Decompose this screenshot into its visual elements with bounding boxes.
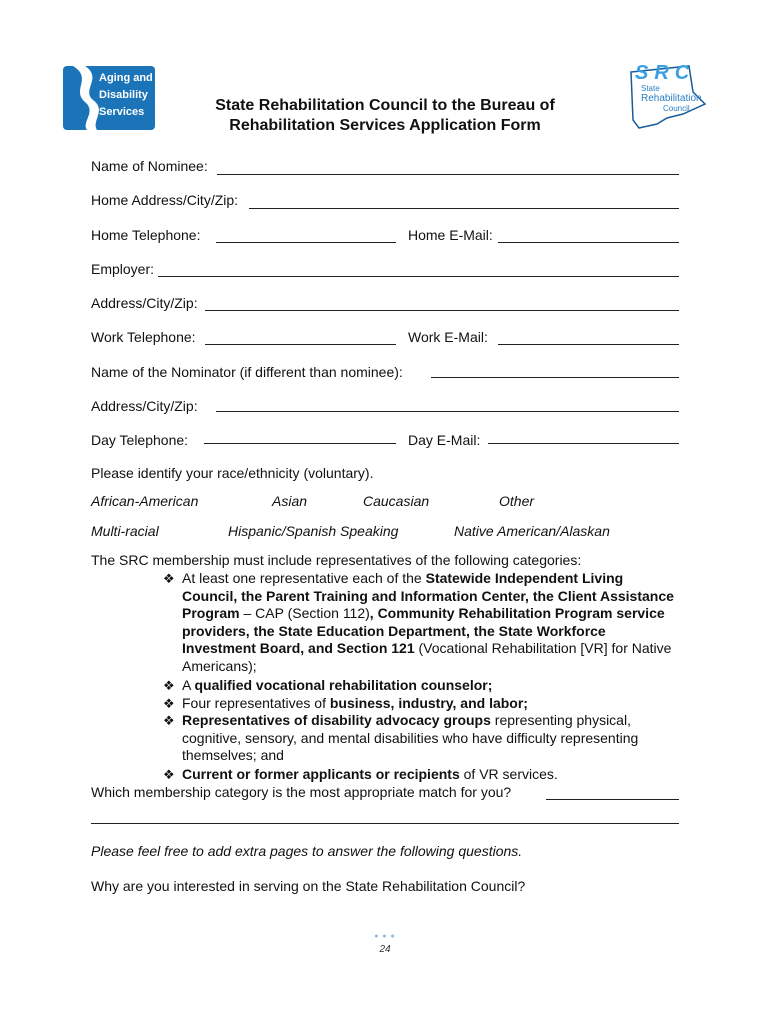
page-number: 24 bbox=[379, 944, 391, 955]
src-line-rehab: Rehabilitation bbox=[641, 93, 702, 104]
work-telephone-label: Work Telephone: bbox=[91, 329, 196, 345]
nominator-address-field[interactable] bbox=[216, 411, 679, 412]
cat1-part-d: , Community Rehabilitation Program service providers, the State Education Department, the State Workforce Investment Board, and Section 121 bbox=[182, 605, 665, 657]
nominee-name-field[interactable] bbox=[217, 174, 679, 175]
cat3-part-b: business, industry, and labor; bbox=[329, 695, 528, 711]
race-option[interactable]: African-American bbox=[91, 493, 199, 509]
cat2-part-b: qualified vocational rehabilitation counselor; bbox=[194, 677, 493, 693]
membership-category-5 bbox=[182, 766, 682, 784]
day-email-label: Day E-Mail: bbox=[408, 432, 481, 448]
diamond-bullet-icon: ❖ bbox=[163, 571, 175, 586]
logo-line-disability: Disability bbox=[99, 89, 148, 101]
cat5-part-b: Current or former applicants or recipients bbox=[182, 766, 460, 782]
page-title bbox=[160, 96, 610, 136]
employer-field[interactable] bbox=[158, 276, 679, 277]
nominator-name-field[interactable] bbox=[431, 377, 679, 378]
nominee-name-label: Name of Nominee: bbox=[91, 158, 208, 174]
membership-answer-field[interactable] bbox=[546, 799, 679, 800]
race-option[interactable]: Caucasian bbox=[363, 493, 430, 509]
cat3-part-a: Four representatives of bbox=[182, 695, 330, 711]
cat1-part-c: – CAP (Section 112) bbox=[239, 605, 370, 622]
footer-dots: ● ● ● bbox=[374, 933, 396, 940]
aging-disability-services-logo bbox=[63, 66, 155, 130]
src-line-state: State bbox=[641, 84, 660, 93]
home-address-label: Home Address/City/Zip: bbox=[91, 192, 239, 208]
logo-line-aging: Aging and bbox=[99, 72, 153, 84]
cat4-part-b: Representatives of disability advocacy groups bbox=[182, 712, 491, 728]
membership-category-3 bbox=[182, 695, 682, 713]
logo-line-services: Services bbox=[99, 106, 145, 118]
diamond-bullet-icon: ❖ bbox=[163, 767, 175, 782]
cat1-part-e: (Vocational Rehabilitation [VR] for Native Americans); bbox=[182, 640, 672, 674]
src-logo bbox=[627, 62, 707, 130]
home-telephone-field[interactable] bbox=[216, 242, 396, 243]
title-line-1: State Rehabilitation Council to the Bureau of bbox=[215, 97, 555, 114]
cat4-part-c: representing physical, cognitive, sensory, and mental disabilities who have difficulty representing themselves; and bbox=[182, 712, 639, 764]
membership-category-2 bbox=[182, 677, 682, 695]
race-option[interactable]: Other bbox=[499, 493, 535, 509]
work-email-label: Work E-Mail: bbox=[408, 329, 488, 345]
race-option[interactable]: Hispanic/Spanish Speaking bbox=[228, 523, 399, 539]
race-option[interactable]: Multi-racial bbox=[91, 523, 159, 539]
day-telephone-field[interactable] bbox=[204, 443, 396, 444]
race-prompt: Please identify your race/ethnicity (voluntary). bbox=[91, 465, 374, 481]
membership-category-4 bbox=[182, 712, 682, 765]
employer-label: Employer: bbox=[91, 261, 155, 277]
diamond-bullet-icon: ❖ bbox=[163, 696, 175, 711]
home-address-field[interactable] bbox=[249, 208, 679, 209]
membership-category-1 bbox=[182, 570, 682, 676]
day-telephone-label: Day Telephone: bbox=[91, 432, 189, 448]
title-line-2: Rehabilitation Services Application Form bbox=[229, 117, 541, 134]
interest-question: Why are you interested in serving on the State Rehabilitation Council? bbox=[91, 878, 526, 894]
diamond-bullet-icon: ❖ bbox=[163, 678, 175, 693]
address-field[interactable] bbox=[205, 310, 679, 311]
cat1-part-b: Statewide Independent Living Council, the Parent Training and Information Center, the Client Assistance Program bbox=[182, 570, 674, 622]
race-option[interactable]: Native American/Alaskan bbox=[454, 523, 610, 539]
home-email-field[interactable] bbox=[498, 242, 679, 243]
src-abbr: SRC bbox=[635, 62, 696, 84]
race-option[interactable]: Asian bbox=[272, 493, 308, 509]
day-email-field[interactable] bbox=[488, 443, 679, 444]
home-telephone-label: Home Telephone: bbox=[91, 227, 201, 243]
home-email-label: Home E-Mail: bbox=[408, 227, 493, 243]
work-email-field[interactable] bbox=[498, 344, 679, 345]
extra-pages-note: Please feel free to add extra pages to answer the following questions. bbox=[91, 843, 523, 859]
membership-answer-field-2[interactable] bbox=[91, 823, 679, 824]
address-label: Address/City/Zip: bbox=[91, 295, 198, 311]
diamond-bullet-icon: ❖ bbox=[163, 713, 175, 728]
cat2-part-a: A bbox=[182, 677, 195, 693]
nominator-address-label: Address/City/Zip: bbox=[91, 398, 198, 414]
cat5-part-c: of VR services. bbox=[459, 766, 558, 782]
work-telephone-field[interactable] bbox=[205, 344, 396, 345]
membership-intro: The SRC membership must include representatives of the following categories: bbox=[91, 552, 582, 568]
membership-question: Which membership category is the most appropriate match for you? bbox=[91, 784, 512, 800]
src-line-council: Council bbox=[663, 104, 690, 113]
nominator-name-label: Name of the Nominator (if different than nominee): bbox=[91, 364, 403, 380]
cat1-part-a: At least one representative each of the bbox=[182, 570, 426, 586]
